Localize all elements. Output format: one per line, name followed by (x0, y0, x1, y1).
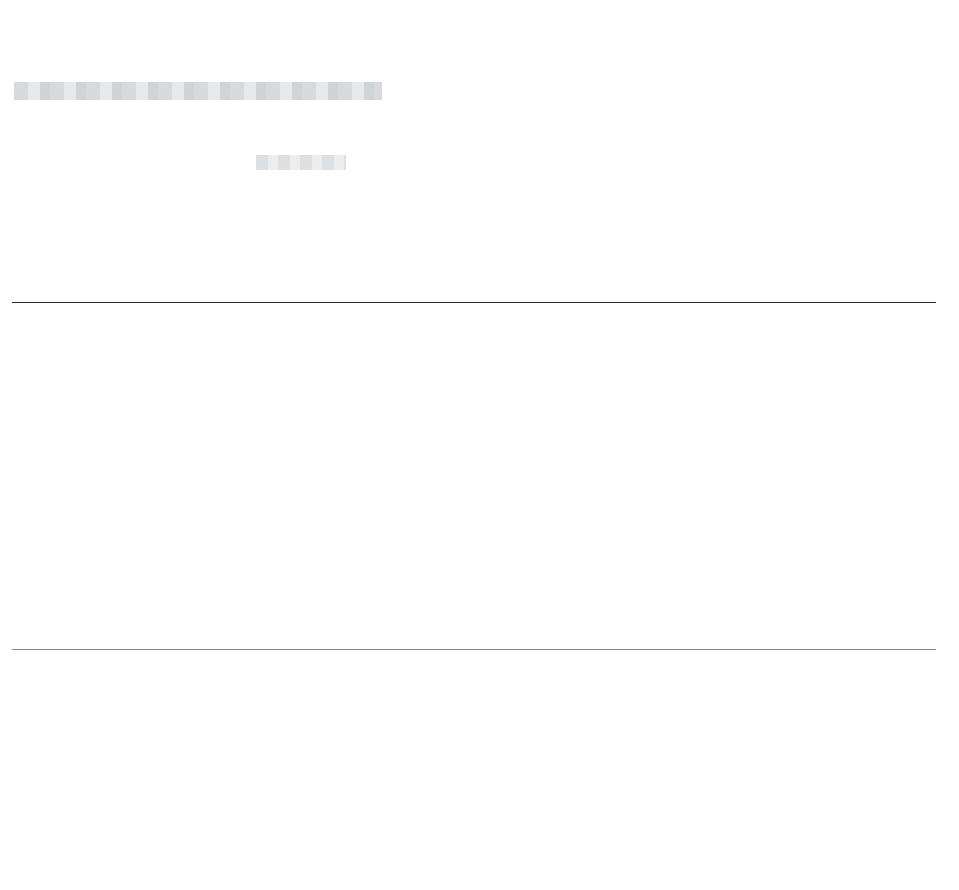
redacted-inz (256, 155, 346, 170)
table-bottom-rule (12, 649, 936, 650)
redacted-patient-name (14, 82, 382, 100)
header-divider (12, 302, 936, 303)
